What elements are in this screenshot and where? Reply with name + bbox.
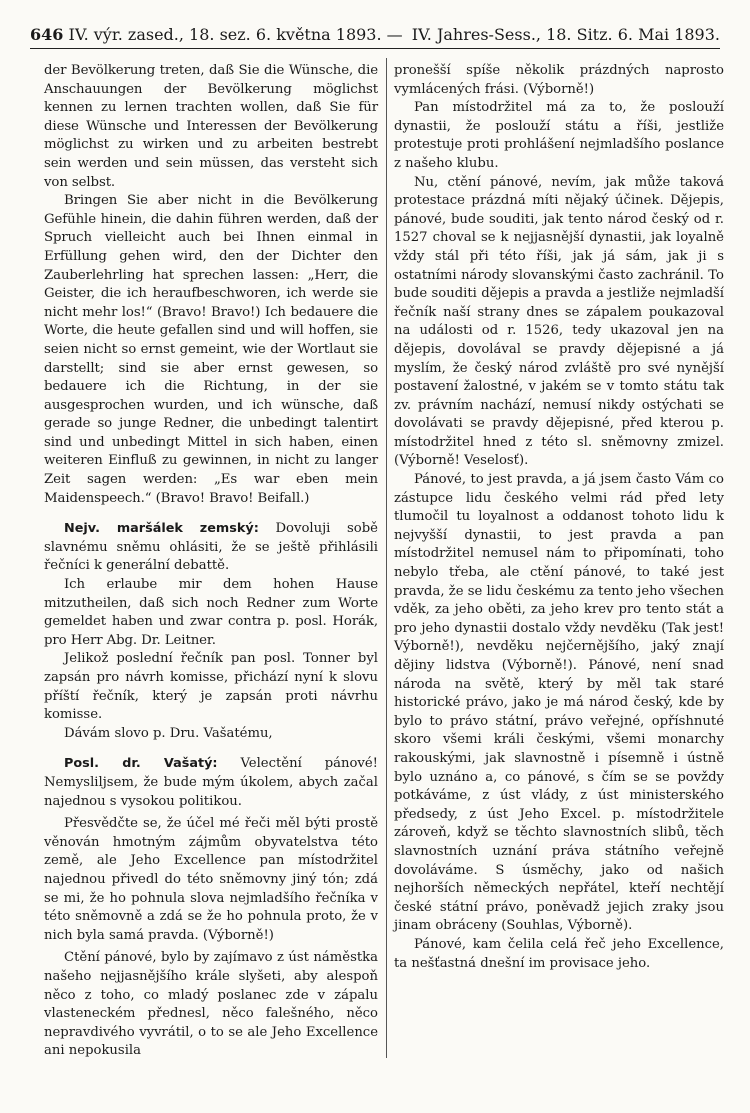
right-column [394,62,724,973]
paragraph-vasaty-call: Dávám slovo p. Dru. Vašatému, [64,725,273,741]
header-left [30,22,403,48]
speaker-name: Posl. dr. Vašatý: [64,756,218,772]
speaker-name: Nejv. maršálek zemský: [64,521,259,537]
speaker-paragraph-vasaty [44,755,378,811]
german-paragraph-1: der Bevölkerung treten, daß Sie die Wünsche, die Anschauungen der Bevölkerung möglichst kennen zu lernen trachten wollen, daß Sie für diese Wünsche und Interessen der Bevölkerung möglichst zu wirken und zu arbeiten bestrebt sein werden und sein müssen, das versteht sich von selbst. [44,63,378,190]
page-header [30,22,720,49]
paragraph-governor: Pan místodržitel má za to, že poslouží dynastii, že poslouží státu a říši, jestliže protestuje proti prohlášení nejmladšího poslance z našeho klubu. [394,100,724,171]
speaker-text: Dovoluji sobě slavnému sněmu ohlásiti, že se ještě přihlásili řečníci k generální debattě. [44,521,378,574]
paragraph-excellence: Pánové, kam čelila celá řeč jeho Excellence, ta nešťastná dnešní im provisace jeho. [394,936,724,971]
header-german-session: IV. Jahres-Sess., 18. Sitz. 6. Mai 1893. [411,25,720,44]
paragraph-tonner: Jelikož poslední řečník pan posl. Tonner byl zapsán pro návrh komisse, přichází nyní k slovu příští řečník, který je zapsán proti návrhu komisse. [44,651,378,723]
left-column [44,62,378,1061]
header-czech-session: IV. výr. zased., 18. sez. 6. května 1893. [68,25,382,44]
speaker-text: Velectění pánové! Nemysliljsem, že bude mým úkolem, abych začal najednou s vysokou politikou. [44,756,378,809]
paragraph-convince: Přesvědčte se, že účel mé řeči měl býti prostě věnován hmotným zájmům obyvatelstva této země, ale Jeho Excellence pan místodržitel najednou přivedl do této sněmovny jiný tón; zdá se mi, že ho pohnula slova nejmladšího řečníka v této sněmovně a zdá se že ho pohnula proto, že v nich byla samá pravda. (Výborně!) [44,816,378,943]
paragraph-phrases: pronešší spíše několik prázdných naprosto vymlácených frási. (Výborně!) [394,63,724,97]
german-paragraph-2: Bringen Sie aber nicht in die Bevölkerung Gefühle hinein, die dahin führen werden, daß der Spruch vielleicht auch bei Ihnen einmal in Erfüllung gehen wird, den der Dichter den Zauberlehrling hat sprechen lassen: „Herr, die Geister, die ich heraufbeschworen, ich werde sie nicht mehr los!“ (Bravo! Bravo!) Ich bedauere die Worte, die heute gefallen sind und will hoffen, sie seien nicht so ernst gemeint, wie der Wortlaut sie darstellt; sind sie aber ernst gewesen, so bedauere ich die Richtung, in der sie ausgesprochen wurden, und ich wünsche, daß gerade so junge Redner, die unbedingt talentirt sind und unbedingt Mittel in sich haben, einen weiteren Einfluß zu gewinnen, in nicht zu langer Zeit sagen werden: „Es war eben mein Maidenspeech.“ (Bravo! Bravo! Beifall.) [44,193,378,506]
german-paragraph-3: Ich erlaube mir dem hohen Hause mitzutheilen, daß sich noch Redner zum Worte gemeldet haben und zwar contra p. posl. Horák, pro Herr Abg. Dr. Leitner. [44,577,378,648]
paragraph-honored: Ctění pánové, bylo by zajímavo z úst náměstka našeho nejjasnějšího krále slyšeti, aby alespoň něco z toho, co mladý poslanec zde v zápalu vlasteneckém přednesl, něco falešného, něco nepravdivého vyvrátil, o to se ale Jeho Excellence ani nepokusila [44,950,378,1059]
header-separator: — [386,25,403,44]
column-divider [386,58,387,1058]
speaker-paragraph-marshal [44,520,378,576]
paragraph-truth: Pánové, to jest pravda, a já jsem často Vám co zástupce lidu českého velmi rád před lety tlumočil tu loyalnost a oddanost tohoto lidu k nejvyšší dynastii, to jest pravda a pan místodržitel nemusel nám to připomínati, toho nebylo třeba, ale ctění pánové, to také jest pravda, že se lidu českému za tento jeho všechen vděk, za jeho oběti, za jeho krev pro tento stát a pro jeho dynastii dostalo vždy nevděku (Tak jest! Výborně!), nevděku nejčernějšího, jaký znají dějiny lidstva (Výborně!). Pánové, není snad národa na světě, který by měl tak staré historické právo, jako je má národ český, kde by bylo to právo státní, právo veřejné, opříshnuté skoro všemi králi českými, všemi monarchy rakouskými, jak slavnostně i písemně i ústně bylo uznáno a, co pánové, s čím se se povždy potkáváme, z úst vlády, z úst ministerského předsedy, z úst Jeho Excel. p. místodržitele zároveň, když se těchto slavnostních slibů, těch slavnostních uznání práva státního veřejně dovoláváme. S úsměchy, jako od našich nejhorších německých nepřátel, kteří nechtějí české státní právo, poněvadž jejich zraky jsou jinam obráceny (Souhlas, Výborně). [394,472,724,934]
page-number: 646 [30,25,64,44]
paragraph-history: Nu, ctění pánové, nevím, jak může taková protestace prázdná míti nějaký účinek. Dějepis, pánové, bude souditi, jak tento národ český od r. 1527 choval se k nejjasnější dynastii, jak loyalně vždy stál při této říši, jak já sám, jak ji s ostatními národy slovanskými často zachránil. To bude souditi dějepis a pravda a jestliže nejmladší řečník naší strany dnes se zápalem poukazoval na události od r. 1526, tedy ukazoval jen na dějepis, dovolával se pravdy dějepisné a já myslím, že český národ zvláště pro své nynější postavení žalostné, v jakém se v tomto státu tak zv. právním nachází, nemusí nikdy ostýchati se dovolávati se pravdy dějepisné, před kterou p. místodržitel hned z této sl. sněmovny zmizel. (Výborně! Veselosť). [394,174,724,469]
